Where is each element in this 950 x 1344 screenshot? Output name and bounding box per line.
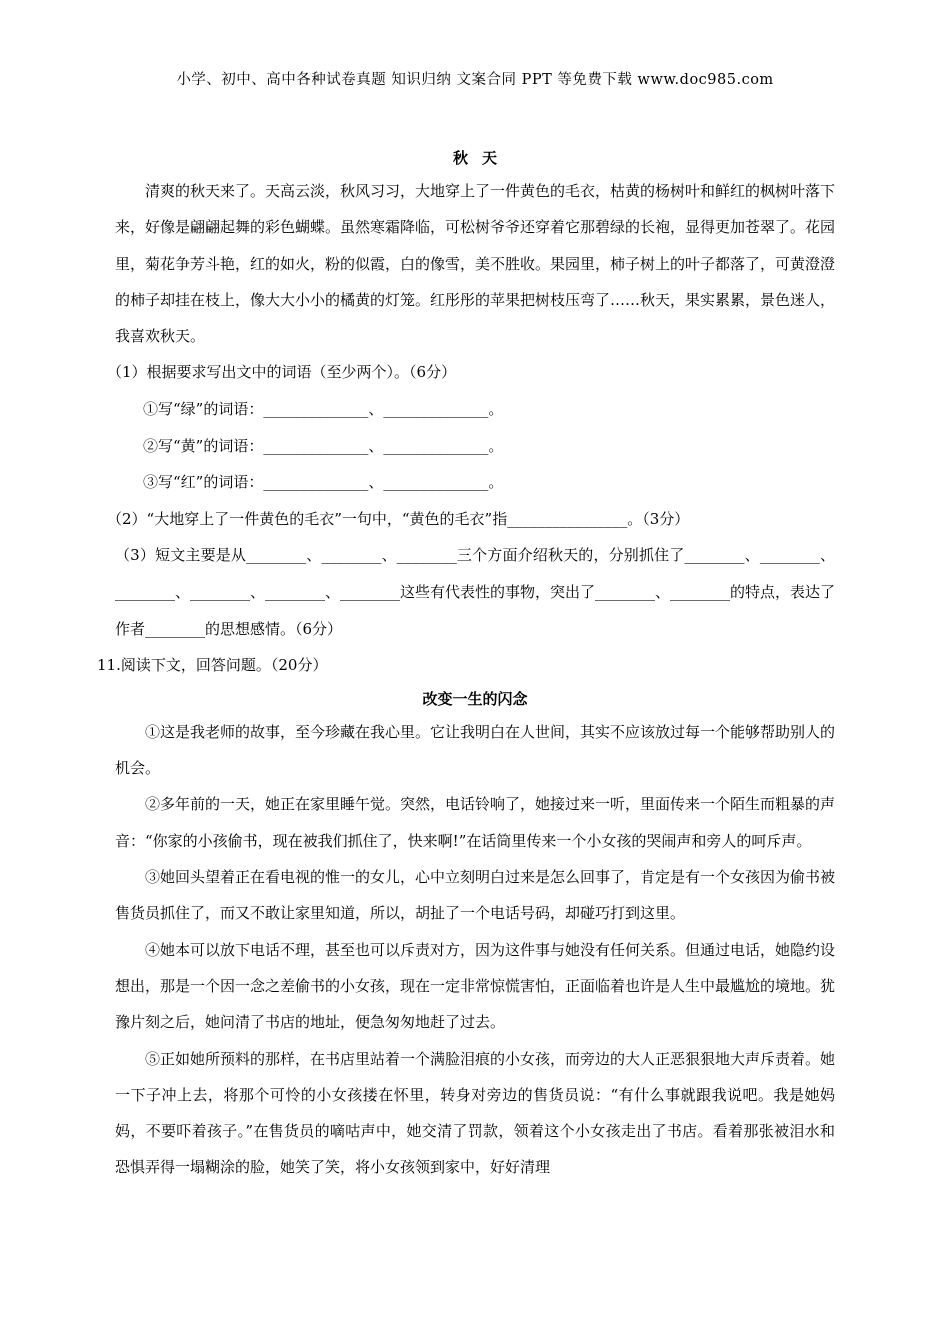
- passage2-paragraph-1: ①这是我老师的故事，至今珍藏在我心里。它让我明白在人世间，其实不应该放过每一个能够帮助别人的机会。: [115, 722, 836, 778]
- question-1-red: ③写“红”的词语：______________、______________。: [143, 473, 504, 492]
- passage2-paragraph-2: ②多年前的一天，她正在家里睡午觉。突然，电话铃响了，她接过来一听，里面传来一个陌生而粗暴的声音：“你家的小孩偷书，现在被我们抓住了，快来啊!”在话筒里传来一个小女孩的哭闹声和旁人的呵斥声。: [115, 795, 836, 850]
- passage2-paragraph-4: ④她本可以放下电话不理，甚至也可以斥责对方，因为这件事与她没有任何关系。但通过电话，她隐约设想出，那是一个因一念之差偷书的小女孩，现在一定非常惊慌害怕，正面临着也许是人生中最尴尬的境地。犹豫片刻之后，她问清了书店的地址，便急匆匆地赶了过去。: [115, 940, 836, 1032]
- question-1-yellow: ②写“黄”的词语：______________、______________。: [143, 436, 504, 455]
- passage-title-moment: 改变一生的闪念: [422, 689, 528, 708]
- page-header: 小学、初中、高中各种试卷真题 知识归纳 文案合同 PPT 等免费下载 www.doc985.com: [176, 72, 774, 88]
- passage2-paragraph-3: ③她回头望着正在看电视的惟一的女儿，心中立刻明白过来是怎么回事了，肯定是有一个女孩因为偷书被售货员抓住了，而又不敢让家里知道，所以，胡扯了一个电话号码，却碰巧打到这里。: [115, 868, 836, 923]
- passage-title-autumn: 秋天: [452, 149, 511, 167]
- passage2-paragraph-5: ⑤正如她所预料的那样，在书店里站着一个满脸泪痕的小女孩，而旁边的大人正恶狠狠地大声斥责着。她一下子冲上去，将那个可怜的小女孩搂在怀里，转身对旁边的售货员说：“有什么事就跟我说吧。我是她妈妈，不要吓着孩子。”在售货员的嘀咕声中，她交清了罚款，领着这个小女孩走出了书店。看着那张被泪水和恐惧弄得一塌糊涂的脸，她笑了笑，将小女孩领到家中，好好清理: [115, 1049, 836, 1177]
- question-11-label: 11.阅读下文，回答问题。（20分）: [97, 656, 328, 675]
- question-3: （3）短文主要是从________、________、________三个方面介绍秋天的，分别抓住了________、________、________、________、________、________这些有代表性的事物，突出了________、________的特点，表达了作者________的思想感情。（6分）: [115, 546, 836, 638]
- document-body: [97, 143, 836, 1186]
- question-1: （1）根据要求写出文中的词语（至少两个）。（6分）: [107, 363, 457, 382]
- question-1-green: ①写“绿”的词语：______________、______________。: [143, 400, 504, 419]
- question-2: （2）“大地穿上了一件黄色的毛衣”一句中，“黄色的毛衣”指________________。（3分）: [107, 509, 690, 528]
- passage-paragraph: 清爽的秋天来了。天高云淡，秋风习习，大地穿上了一件黄色的毛衣，枯黄的杨树叶和鲜红的枫树叶落下来，好像是翩翩起舞的彩色蝴蝶。虽然寒霜降临，可松树爷爷还穿着它那碧绿的长袍，显得更加苍翠了。花园里，菊花争芳斗艳，红的如火，粉的似霞，白的像雪，美不胜收。果园里，柿子树上的叶子都落了，可黄澄澄的柿子却挂在枝上，像大大小小的橘黄的灯笼。红彤彤的苹果把树枝压弯了……秋天，果实累累，景色迷人，我喜欢秋天。: [115, 182, 836, 346]
